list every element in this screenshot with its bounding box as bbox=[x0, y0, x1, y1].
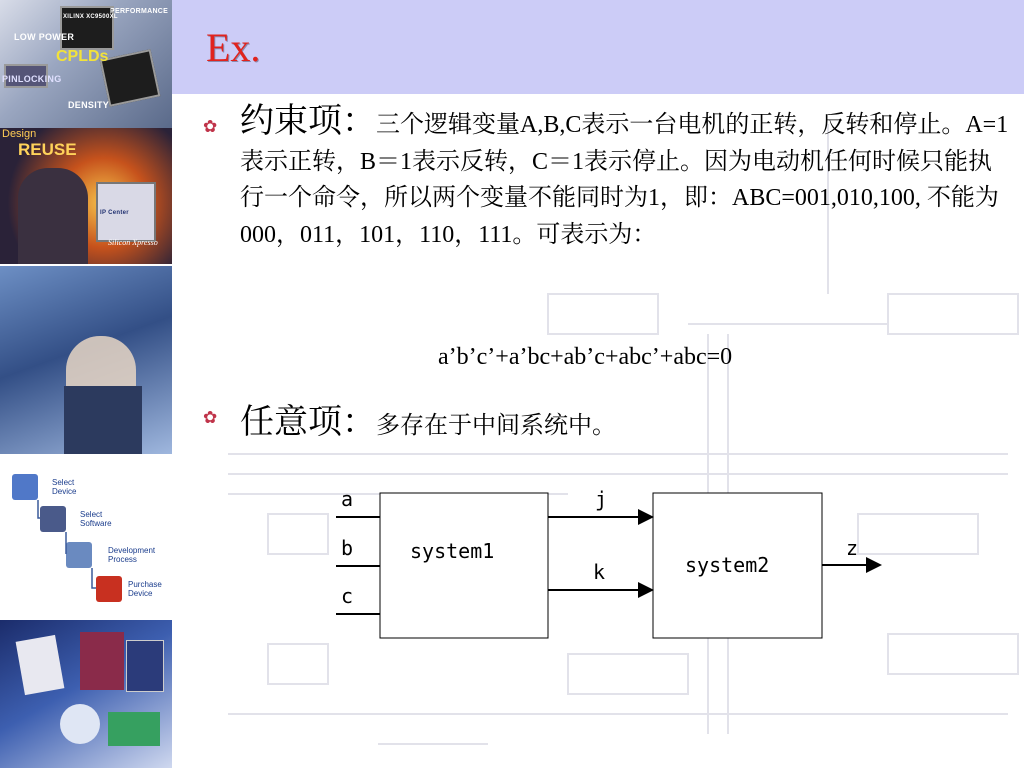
product-box-2 bbox=[80, 632, 124, 690]
person-silhouette bbox=[18, 168, 88, 264]
system1-label: system1 bbox=[410, 539, 495, 563]
jacket-graphic bbox=[64, 386, 142, 454]
step-development: Development Process bbox=[108, 546, 156, 564]
input-b-label: b bbox=[341, 536, 354, 560]
product-box-1 bbox=[16, 635, 65, 695]
design-label: Design bbox=[2, 128, 37, 140]
chip-graphic-2 bbox=[100, 49, 161, 107]
slide-title: Ex. bbox=[206, 25, 261, 70]
woman-on-phone-image bbox=[0, 266, 172, 454]
cplds-image bbox=[0, 0, 172, 128]
dont-care-heading: 任意项： bbox=[240, 404, 376, 441]
step-connectors bbox=[0, 462, 172, 612]
performance-label: PERFORMANCE bbox=[110, 8, 169, 15]
software-products-image bbox=[0, 620, 172, 768]
low-power-label: LOW POWER bbox=[14, 32, 75, 42]
circuit-board bbox=[108, 712, 160, 746]
header-band bbox=[172, 0, 1024, 94]
density-label: DENSITY bbox=[68, 100, 110, 110]
constraint-body: 三个逻辑变量A,B,C表示一台电机的正转，反转和停止。A=1表示正转，B＝1表示反转，C＝1表示停止。因为电动机任何时候只能执行一个命令，所以两个变量不能同时为1，即：ABC=001,010,100, 不能为000，011，101，110，111。可表示为： bbox=[240, 112, 1009, 248]
system1-block bbox=[380, 493, 548, 638]
k-label: k bbox=[593, 560, 606, 584]
z-label: z bbox=[846, 536, 859, 560]
chip-text: XILINX XC9500XL bbox=[63, 14, 118, 20]
step-select-software: Select Software bbox=[80, 510, 112, 528]
left-image-strip bbox=[0, 0, 172, 768]
xpresso-label: Silicon Xpresso bbox=[108, 238, 158, 247]
system-block-diagram bbox=[330, 480, 890, 650]
system2-label: system2 bbox=[685, 553, 770, 577]
step-select-device: Select Device bbox=[52, 478, 77, 496]
constraint-formula: a’b’c’+a’bc+ab’c+abc’+abc=0 bbox=[438, 344, 733, 370]
cd-disc bbox=[60, 704, 100, 744]
dont-care-body: 多存在于中间系统中。 bbox=[376, 413, 616, 439]
product-box-3 bbox=[126, 640, 164, 692]
input-c-label: c bbox=[341, 584, 354, 608]
reuse-label: REUSE bbox=[18, 140, 77, 159]
ip-center-label: IP Center bbox=[100, 210, 129, 216]
pinlocking-label: PINLOCKING bbox=[2, 74, 62, 84]
input-a-label: a bbox=[341, 487, 354, 511]
constraint-paragraph bbox=[240, 104, 1015, 253]
process-steps-image bbox=[0, 462, 172, 612]
dont-care-paragraph bbox=[240, 394, 616, 443]
chip-graphic bbox=[60, 6, 114, 50]
constraint-heading: 约束项： bbox=[240, 103, 376, 140]
flower-bullet-icon: ✿ bbox=[203, 408, 218, 427]
j-label: j bbox=[595, 487, 608, 511]
step-purchase: Purchase Device bbox=[128, 580, 162, 598]
cplds-label: CPLDs bbox=[56, 48, 109, 65]
flower-bullet-icon: ✿ bbox=[203, 117, 218, 136]
